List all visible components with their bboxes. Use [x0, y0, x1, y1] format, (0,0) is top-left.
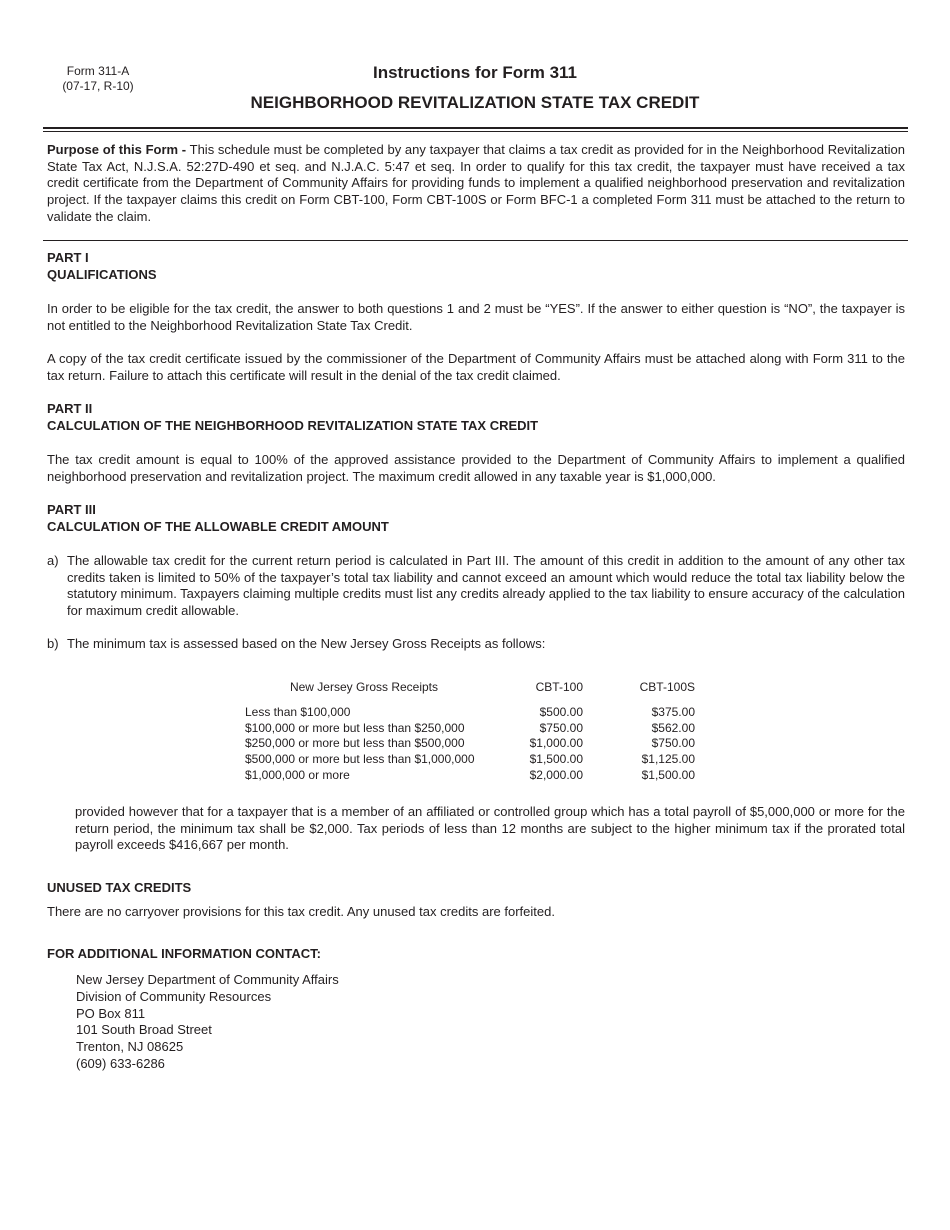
part2-heading — [47, 401, 905, 434]
address-line: New Jersey Department of Community Affairs — [76, 972, 339, 987]
contact-phone: (609) 633-6286 — [76, 1055, 165, 1071]
address-line: Trenton, NJ 08625 — [76, 1039, 184, 1055]
part1-heading — [47, 250, 905, 283]
table-cell: $750.00 — [539, 720, 583, 735]
item-b-marker: b) — [47, 636, 59, 651]
table-row — [245, 752, 695, 768]
item-b-text: The minimum tax is assessed based on the New Jersey Gross Receipts as follows: — [67, 636, 546, 651]
part3-label: PART III — [47, 502, 96, 517]
table-cell: $1,000.00 — [529, 736, 583, 751]
part3-title: CALCULATION OF THE ALLOWABLE CREDIT AMOUNT — [47, 518, 389, 534]
table-cell: $500.00 — [539, 704, 583, 719]
table-row — [245, 705, 695, 721]
address-line: PO Box 811 — [76, 1005, 146, 1021]
part1-title: QUALIFICATIONS — [47, 266, 157, 282]
purpose-section — [47, 142, 905, 226]
part1-para1: In order to be eligible for the tax credit, the answer to both questions 1 and 2 must be “YES”. If the answer to either question is “NO”, the taxpayer is not entitled to the Neighborhood Revitalization State Tax Credit. — [47, 301, 905, 333]
part3-item-b — [47, 636, 905, 653]
table-row — [245, 768, 695, 784]
table-cell: $250,000 or more but less than $500,000 — [245, 736, 465, 751]
form-revision: (07-17, R-10) — [62, 79, 134, 93]
table-cell: $500,000 or more but less than $1,000,000 — [245, 752, 475, 767]
part3-heading — [47, 502, 905, 535]
part3-proviso: provided however that for a taxpayer that is a member of an affiliated or controlled group which has a total payroll of $5,000,000 or more for the return period, the minimum tax shall be $2,000. Tax periods of less than 12 months are subject to the higher minimum tax if the prorated total payroll exceeds $416,667 per month. — [75, 804, 905, 853]
purpose-label: Purpose of this Form - — [47, 142, 187, 157]
table-cell: Less than $100,000 — [245, 704, 351, 719]
table-cell: $1,000,000 or more — [245, 767, 350, 782]
table-cell: $1,500.00 — [641, 767, 695, 782]
table-cell: $2,000.00 — [529, 767, 583, 782]
part1-label: PART I — [47, 250, 89, 265]
table-row — [245, 736, 695, 752]
part2-para1: The tax credit amount is equal to 100% of the approved assistance provided to the Department of Community Affairs to implement a qualified neighborhood preservation and revitalization project. The maximum credit allowed in any taxable year is $1,000,000. — [47, 452, 905, 484]
minimum-tax-table — [245, 680, 695, 784]
header-divider-thin — [43, 131, 908, 132]
table-header-row — [245, 680, 695, 705]
contact-heading: FOR ADDITIONAL INFORMATION CONTACT: — [47, 946, 321, 961]
table-cell: $1,125.00 — [641, 752, 695, 767]
purpose-text: This schedule must be completed by any taxpayer that claims a tax credit as provided for in the Neighborhood Revitalization State Tax Act, N.J.S.A. 52:27D-490 et seq. and N.J.A.C. 5:47 et seq. In order to qualify for this tax credit, the taxpayer must have received a tax credit certificate from the Department of Community Affairs for providing funds to implement a qualified neighborhood preservation and revitalization project. If the taxpayer claims this credit on Form CBT-100, Form CBT-100S or Form BFC-1 a completed Form 311 must be attached to the return to validate the claim. — [47, 142, 906, 224]
document-title: Instructions for Form 311 — [372, 63, 578, 82]
part2-label: PART II — [47, 401, 93, 416]
table-cell: $100,000 or more but less than $250,000 — [245, 720, 465, 735]
table-cell: $750.00 — [651, 736, 695, 751]
section-divider — [43, 240, 908, 241]
item-a-text: The allowable tax credit for the current return period is calculated in Part III. The amount of this credit in addition to the amount of any other tax credits taken is limited to 50% of the taxpayer’s total tax liability and cannot exceed an amount which would reduce the total tax liability below the statutory minimum. Taxpayers claiming multiple credits must list any credits already applied to the tax liability to ensure accuracy of the calculation for maximum credit allowable. — [67, 553, 905, 619]
address-line: 101 South Broad Street — [76, 1022, 212, 1038]
item-a-marker: a) — [47, 553, 59, 568]
table-cell: $1,500.00 — [529, 752, 583, 767]
table-row — [245, 721, 695, 737]
document-subtitle: NEIGHBORHOOD REVITALIZATION STATE TAX CREDIT — [250, 93, 700, 112]
col-header-cbt100: CBT-100 — [535, 680, 583, 694]
address-line: Division of Community Resources — [76, 988, 272, 1004]
contact-address — [76, 972, 339, 1073]
table-cell: $375.00 — [651, 704, 695, 719]
header-divider-thick — [43, 127, 908, 129]
unused-heading: UNUSED TAX CREDITS — [47, 880, 192, 895]
part3-item-a — [47, 553, 905, 620]
form-number: Form 311-A — [66, 64, 130, 78]
part2-title: CALCULATION OF THE NEIGHBORHOOD REVITALIZATION STATE TAX CREDIT — [47, 417, 539, 433]
col-header-receipts: New Jersey Gross Receipts — [289, 680, 439, 694]
unused-text: There are no carryover provisions for this tax credit. Any unused tax credits are forfeited. — [47, 904, 555, 919]
col-header-cbt100s: CBT-100S — [639, 680, 695, 694]
part1-para2: A copy of the tax credit certificate issued by the commissioner of the Department of Community Affairs must be attached along with Form 311 to the tax return. Failure to attach this certificate will result in the denial of the tax credit claimed. — [47, 351, 905, 383]
table-cell: $562.00 — [651, 720, 695, 735]
